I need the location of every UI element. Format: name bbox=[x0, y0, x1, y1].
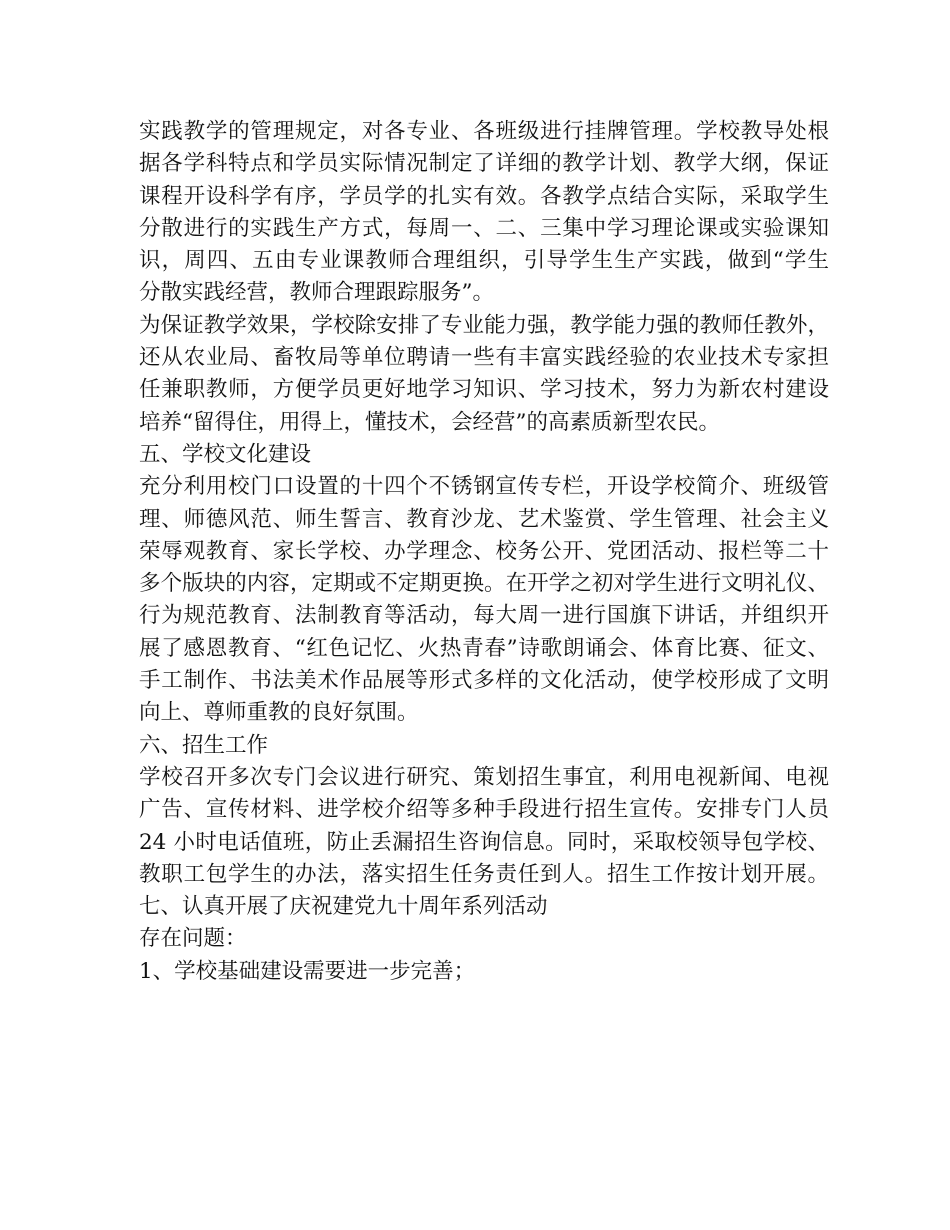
text-line: 学校召开多次专门会议进行研究、策划招生事宜，利用电视新闻、电视 bbox=[139, 764, 829, 790]
text-line: 展了感恩教育、“红色记忆、火热青春”诗歌朗诵会、体育比赛、征文、 bbox=[139, 635, 829, 661]
text-line: 多个版块的内容，定期或不定期更换。在开学之初对学生进行文明礼仪、 bbox=[139, 571, 829, 597]
text-line: 荣辱观教育、家长学校、办学理念、校务公开、党团活动、报栏等二十 bbox=[139, 538, 829, 564]
section-heading: 六、招生工作 bbox=[139, 732, 269, 758]
text-line: 为保证教学效果，学校除安排了专业能力强，教学能力强的教师任教外， bbox=[139, 312, 829, 338]
text-line: 24 小时电话值班，防止丢漏招生咨询信息。同时，采取校领导包学校、 bbox=[139, 829, 829, 855]
section-heading: 七、认真开展了庆祝建党九十周年系列活动 bbox=[139, 894, 548, 920]
text-line: 课程开设科学有序，学员学的扎实有效。各教学点结合实际，采取学生 bbox=[139, 183, 829, 209]
text-line: 分散进行的实践生产方式，每周一、二、三集中学习理论课或实验课知 bbox=[139, 215, 829, 241]
document-body bbox=[139, 116, 829, 988]
text-line: 充分利用校门口设置的十四个不锈钢宣传专栏，开设学校简介、班级管 bbox=[139, 474, 829, 500]
text-line: 向上、尊师重教的良好氛围。 bbox=[139, 700, 419, 726]
section-heading: 五、学校文化建设 bbox=[139, 441, 312, 467]
text-line: 教职工包学生的办法，落实招生任务责任到人。招生工作按计划开展。 bbox=[139, 861, 829, 887]
text-line: 识，周四、五由专业课教师合理组织，引导学生生产实践，做到“学生 bbox=[139, 248, 829, 274]
text-line: 实践教学的管理规定，对各专业、各班级进行挂牌管理。学校教导处根 bbox=[139, 119, 829, 144]
text-line: 培养“留得住，用得上，懂技术，会经营”的高素质新型农民。 bbox=[139, 409, 720, 435]
text-line: 还从农业局、畜牧局等单位聘请一些有丰富实践经验的农业技术专家担 bbox=[139, 345, 829, 371]
text-line: 广告、宣传材料、进学校介绍等多种手段进行招生宣传。安排专门人员 bbox=[139, 797, 829, 823]
list-item: 1、学校基础建设需要进一步完善； bbox=[139, 958, 476, 984]
section-heading: 存在问题： bbox=[139, 926, 247, 952]
text-line: 手工制作、书法美术作品展等形式多样的文化活动，使学校形成了文明 bbox=[139, 668, 829, 694]
text-line: 行为规范教育、法制教育等活动，每大周一进行国旗下讲话，并组织开 bbox=[139, 603, 829, 629]
text-line: 任兼职教师，方便学员更好地学习知识、学习技术，努力为新农村建设 bbox=[139, 377, 829, 403]
text-line: 理、师德风范、师生誓言、教育沙龙、艺术鉴赏、学生管理、社会主义 bbox=[139, 506, 829, 532]
text-line: 据各学科特点和学员实际情况制定了详细的教学计划、教学大纲，保证 bbox=[139, 151, 829, 177]
text-line: 分散实践经营，教师合理跟踪服务”。 bbox=[139, 280, 494, 306]
